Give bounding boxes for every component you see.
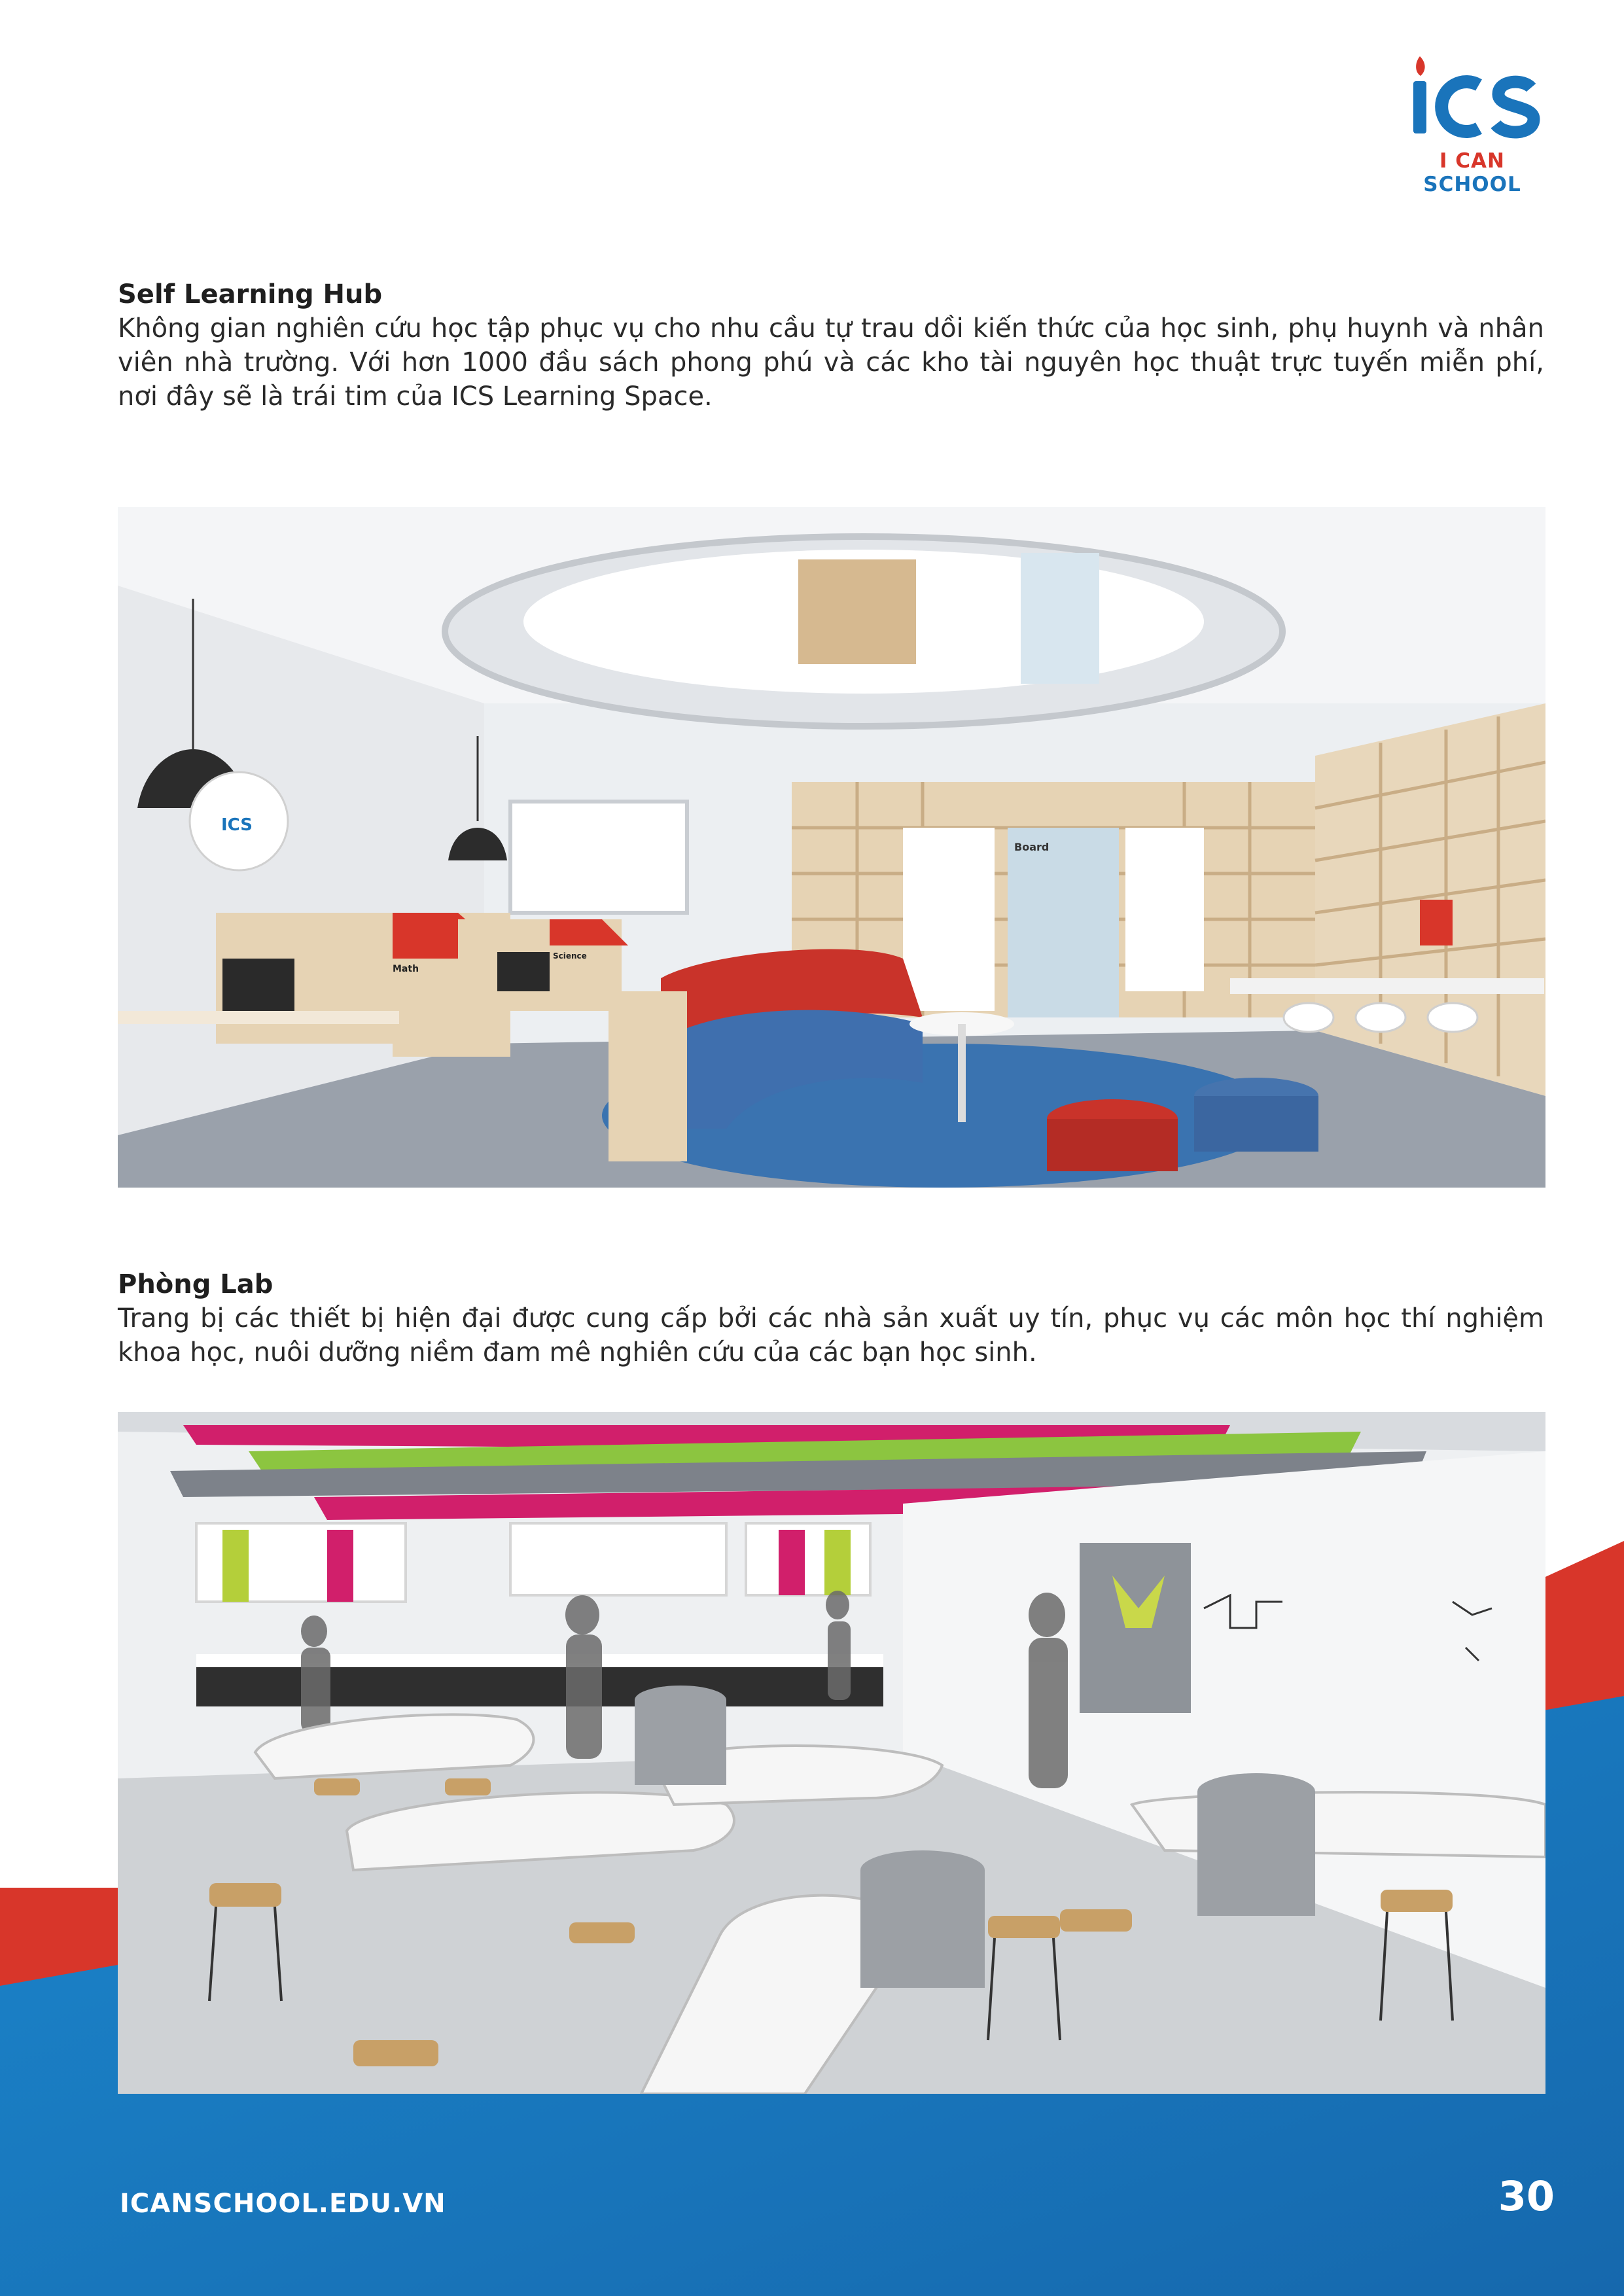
self-learning-hub-photo bbox=[118, 507, 1545, 1188]
page-number: 30 bbox=[1498, 2172, 1555, 2220]
logo-tagline-part2: SCHOOL bbox=[1423, 173, 1521, 196]
section-body: Không gian nghiên cứu học tập phục vụ cho nhu cầu tự trau dồi kiến thức của học sinh, phụ huynh và nhân viên nhà trường. Với hơn 1000 đầu sách phong phú và các kho tài nguyên học thuật trực tuyến miễn phí, nơi đây sẽ là trái tim của ICS Learning Space. bbox=[118, 313, 1544, 412]
logo-tagline bbox=[1400, 149, 1544, 196]
section-body: Trang bị các thiết bị hiện đại được cung cấp bởi các nhà sản xuất uy tín, phục vụ các môn học thí nghiệm khoa học, nuôi dưỡng niềm đam mê nghiên cứu của các bạn học sinh. bbox=[118, 1303, 1544, 1368]
science-label: Science bbox=[553, 951, 587, 961]
math-label: Math bbox=[393, 964, 419, 974]
footer-website-link[interactable]: ICANSCHOOL.EDU.VN bbox=[120, 2189, 446, 2219]
section-heading: Self Learning Hub bbox=[118, 279, 383, 309]
logo-tagline-part1: I CAN bbox=[1439, 149, 1505, 173]
lab-photo bbox=[118, 1412, 1545, 2094]
school-logo bbox=[1387, 51, 1557, 196]
section-self-learning-hub bbox=[118, 277, 1544, 414]
board-label: Board bbox=[1014, 841, 1050, 853]
section-heading: Phòng Lab bbox=[118, 1269, 274, 1299]
section-lab bbox=[118, 1267, 1544, 1369]
clock-logo: ICS bbox=[221, 815, 253, 835]
ics-logo-icon bbox=[1400, 51, 1544, 143]
